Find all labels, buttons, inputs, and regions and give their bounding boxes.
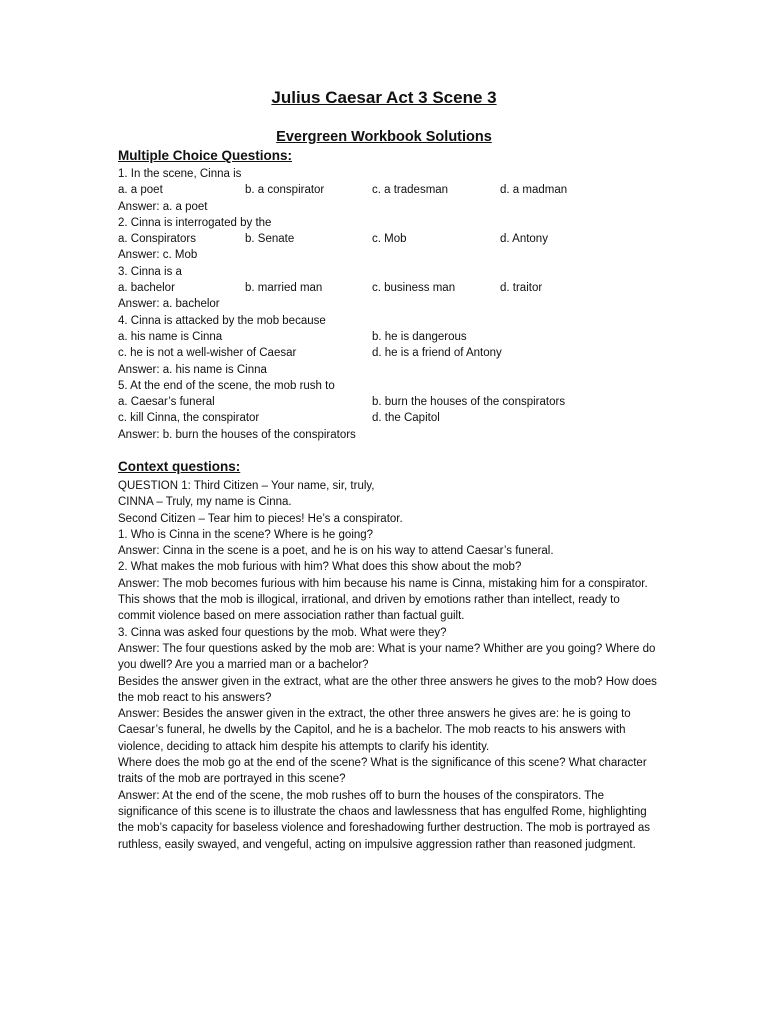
mcq-option: d. traitor [500, 282, 543, 295]
mcq-question: 3. Cinna is a [118, 265, 182, 278]
mcq-option: b. Senate [245, 233, 295, 246]
mcq-heading: Multiple Choice Questions: [118, 148, 293, 163]
document-subtitle: Evergreen Workbook Solutions [276, 129, 492, 145]
mcq-options [118, 280, 658, 296]
context-section [118, 478, 658, 853]
mcq-option: c. he is not a well-wisher of Caesar [118, 347, 297, 360]
mcq-options [118, 410, 658, 426]
mcq-question: 4. Cinna is attacked by the mob because [118, 314, 326, 327]
mcq-option: c. business man [372, 282, 456, 295]
document-title: Julius Caesar Act 3 Scene 3 [271, 88, 497, 107]
mcq-options [118, 182, 658, 198]
mcq-answer: Answer: a. a poet [118, 200, 208, 213]
mcq-option: b. burn the houses of the conspirators [372, 396, 566, 409]
mcq-option: a. bachelor [118, 282, 175, 295]
mcq-option: d. a madman [500, 184, 568, 197]
mcq-options [118, 394, 658, 410]
context-answer: Answer: The four questions asked by the mob are: What is your name? Whither are you going? Where do you dwell? Are you a married man or a bachelor? [118, 642, 656, 672]
mcq-option: d. he is a friend of Antony [372, 347, 502, 360]
mcq-option: b. a conspirator [245, 184, 325, 197]
mcq-option: a. his name is Cinna [118, 330, 223, 343]
extract-line: Second Citizen – Tear him to pieces! He’s a conspirator. [118, 512, 403, 525]
mcq-answer: Answer: b. burn the houses of the conspirators [118, 428, 356, 441]
context-answer: Answer: At the end of the scene, the mob rushes off to burn the houses of the conspirators. The significance of this scene is to illustrate the chaos and lawlessness that has engulfed Rome, highlighting the mob’s capacity for baseless violence and foreshadowing further destruction. The mob is portrayed as ruthless, easily swayed, and vengeful, acting on impulsive aggression rather than reasoned judgment. [118, 789, 651, 851]
mcq-answer: Answer: a. his name is Cinna [118, 363, 267, 376]
mcq-option: c. kill Cinna, the conspirator [118, 412, 260, 425]
mcq-option: a. Caesar’s funeral [118, 396, 215, 409]
mcq-option: c. Mob [372, 233, 407, 246]
mcq-options [118, 231, 658, 247]
mcq-option: a. a poet [118, 184, 163, 197]
mcq-option: d. Antony [500, 233, 548, 246]
mcq-option: b. he is dangerous [372, 330, 467, 343]
context-question: 1. Who is Cinna in the scene? Where is he going? [118, 528, 374, 541]
mcq-option: b. married man [245, 282, 323, 295]
context-answer: Answer: Cinna in the scene is a poet, and he is on his way to attend Caesar’s funeral. [118, 545, 554, 558]
mcq-question: 2. Cinna is interrogated by the [118, 216, 272, 229]
mcq-option: a. Conspirators [118, 233, 196, 246]
context-question: Where does the mob go at the end of the scene? What is the significance of this scene? What character traits of the mob are portrayed in this scene? [118, 757, 647, 786]
mcq-answer: Answer: a. bachelor [118, 298, 220, 311]
mcq-answer: Answer: c. Mob [118, 249, 198, 262]
context-answer: Answer: The mob becomes furious with him because his name is Cinna, mistaking him for a conspirator. This shows that the mob is illogical, irrational, and driven by emotions rather than intellect, ready to commit violence based on mere association rather than factual guilt. [118, 577, 648, 623]
context-answer: Answer: Besides the answer given in the extract, the other three answers he gives are: he is going to Caesar’s funeral, he dwells by the Capitol, and he is a bachelor. The mob reacts to his answers with violence, deciding to attack him despite his attempts to clarify his identity. [118, 708, 631, 753]
mcq-options [118, 345, 658, 361]
context-question: Besides the answer given in the extract, what are the other three answers he gives to the mob? How does the mob react to his answers? [118, 675, 657, 704]
extract-line: CINNA – Truly, my name is Cinna. [118, 496, 292, 509]
mcq-question: 1. In the scene, Cinna is [118, 168, 242, 180]
mcq-option: d. the Capitol [372, 412, 440, 425]
mcq-options [118, 329, 658, 345]
extract-line: QUESTION 1: Third Citizen – Your name, sir, truly, [118, 480, 375, 492]
context-heading: Context questions: [118, 459, 241, 474]
mcq-section [118, 166, 658, 443]
mcq-option: c. a tradesman [372, 184, 449, 197]
context-question: 3. Cinna was asked four questions by the mob. What were they? [118, 626, 447, 639]
mcq-question: 5. At the end of the scene, the mob rush to [118, 379, 335, 392]
context-question: 2. What makes the mob furious with him? What does this show about the mob? [118, 561, 522, 574]
